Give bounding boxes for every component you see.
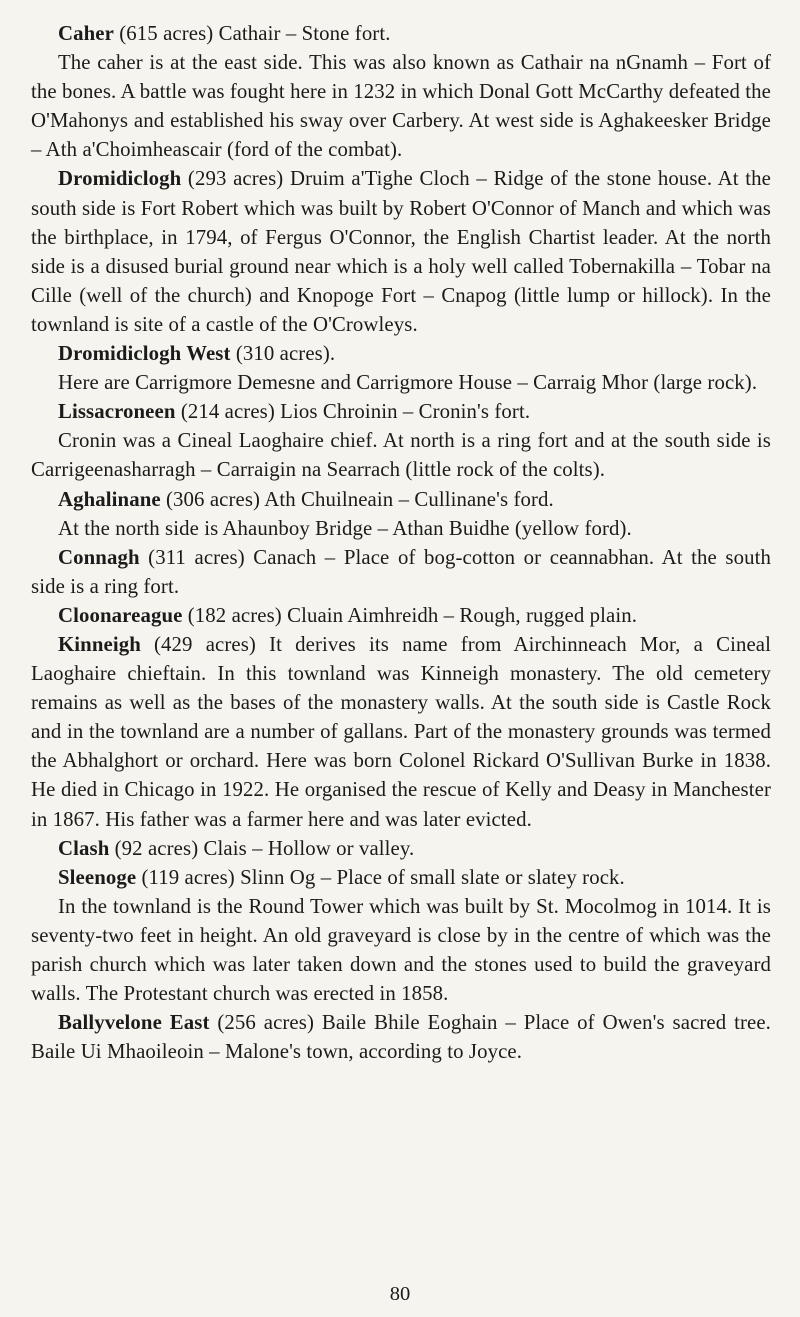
entry-text: (92 acres) Clais – Hollow or valley.	[109, 836, 415, 860]
entry-sleenoge-head	[31, 863, 771, 892]
entry-text: (306 acres) Ath Chuilneain – Cullinane's ford.	[160, 487, 554, 511]
townland-name: Cloonareague	[58, 603, 183, 627]
entry-text: (182 acres) Cluain Aimhreidh – Rough, rugged plain.	[182, 603, 638, 627]
townland-name: Kinneigh	[58, 632, 141, 656]
entry-connagh	[31, 543, 771, 601]
entry-caher-body: The caher is at the east side. This was also known as Cathair na nGnamh – Fort of the bones. A battle was fought here in 1232 in which Donal Gott McCarthy defeated the O'Mahonys and established his sway over Carbery. At west side is Aghakeesker Bridge – Ath a'Choimheascair (ford of the combat).	[31, 51, 771, 162]
townland-name: Sleenoge	[58, 865, 137, 889]
entry-lissacroneen-body: Cronin was a Cineal Laoghaire chief. At north is a ring fort and at the south side is Carrigeenasharragh – Carraigin na Searrach (little rock of the colts).	[31, 429, 771, 482]
page-number: 80	[389, 1283, 411, 1305]
townland-name: Caher	[58, 22, 114, 45]
entry-lissacroneen-head	[31, 397, 771, 426]
entry-cloonareague	[31, 601, 771, 630]
entry-text: (615 acres) Cathair – Stone fort.	[113, 22, 391, 45]
entry-caher-head	[31, 19, 771, 48]
entry-text: (429 acres) It derives its name from Airchinneach Mor, a Cineal Laoghaire chieftain. In this townland was Kinneigh monastery. The old cemetery remains as well as the bases of the monastery walls. At the south side is Castle Rock and in the townland are a number of gallans. Part of the monastery grounds was termed the Abhalghort or orchard. Here was born Colonel Rickard O'Sullivan Burke in 1838. He died in Chicago in 1922. He organised the rescue of Kelly and Deasy in Manchester in 1867. His father was a farmer here and was later evicted.	[31, 632, 771, 831]
entry-text: (214 acres) Lios Chroinin – Cronin's fort.	[175, 400, 531, 424]
townland-name: Ballyvelone East	[58, 1011, 210, 1035]
townland-name: Lissacroneen	[58, 400, 176, 424]
page-text	[31, 19, 771, 1066]
entry-aghalinane-body: At the north side is Ahaunboy Bridge – Athan Buidhe (yellow ford).	[58, 516, 632, 540]
entry-text: (310 acres).	[230, 342, 336, 366]
entry-sleenoge-body: In the townland is the Round Tower which was built by St. Mocolmog in 1014. It is seventy-two feet in height. An old graveyard is close by in the centre of which was the parish church which was later taken down and the stones used to build the graveyard walls. The Protestant church was erected in 1858.	[31, 894, 771, 1006]
entry-clash	[31, 834, 771, 863]
entry-dromidiclogh-west-head	[31, 339, 771, 368]
entry-text: (311 acres) Canach – Place of bog-cotton or ceannabhan. At the south side is a ring fort.	[31, 545, 771, 598]
townland-name: Aghalinane	[58, 487, 161, 511]
entry-ballyvelone-east	[31, 1008, 771, 1066]
entry-kinneigh	[31, 630, 771, 834]
entry-text: (293 acres) Druim a'Tighe Cloch – Ridge of the stone house. At the south side is Fort Robert which was built by Robert O'Connor of Manch and which was the birthplace, in 1794, of Fergus O'Connor, the English Chartist leader. At the north side is a disused burial ground near which is a holy well called Tobernakilla – Tobar na Cille (well of the church) and Knopoge Fort – Cnapog (little lump or hillock). In the townland is site of a castle of the O'Crowleys.	[31, 167, 771, 336]
entry-aghalinane-head	[31, 485, 771, 514]
townland-name: Dromidiclogh West	[58, 342, 231, 366]
townland-name: Connagh	[58, 545, 140, 569]
townland-name: Clash	[58, 836, 110, 860]
townland-name: Dromidiclogh	[58, 167, 182, 191]
entry-dromidiclogh-west-body: Here are Carrigmore Demesne and Carrigmore House – Carraig Mhor (large rock).	[58, 371, 758, 395]
entry-dromidiclogh	[31, 164, 771, 339]
entry-text: (256 acres) Baile Bhile Eoghain – Place of Owen's sacred tree. Baile Ui Mhaoileoin – Malone's town, according to Joyce.	[31, 1011, 771, 1064]
entry-text: (119 acres) Slinn Og – Place of small slate or slatey rock.	[136, 865, 625, 889]
